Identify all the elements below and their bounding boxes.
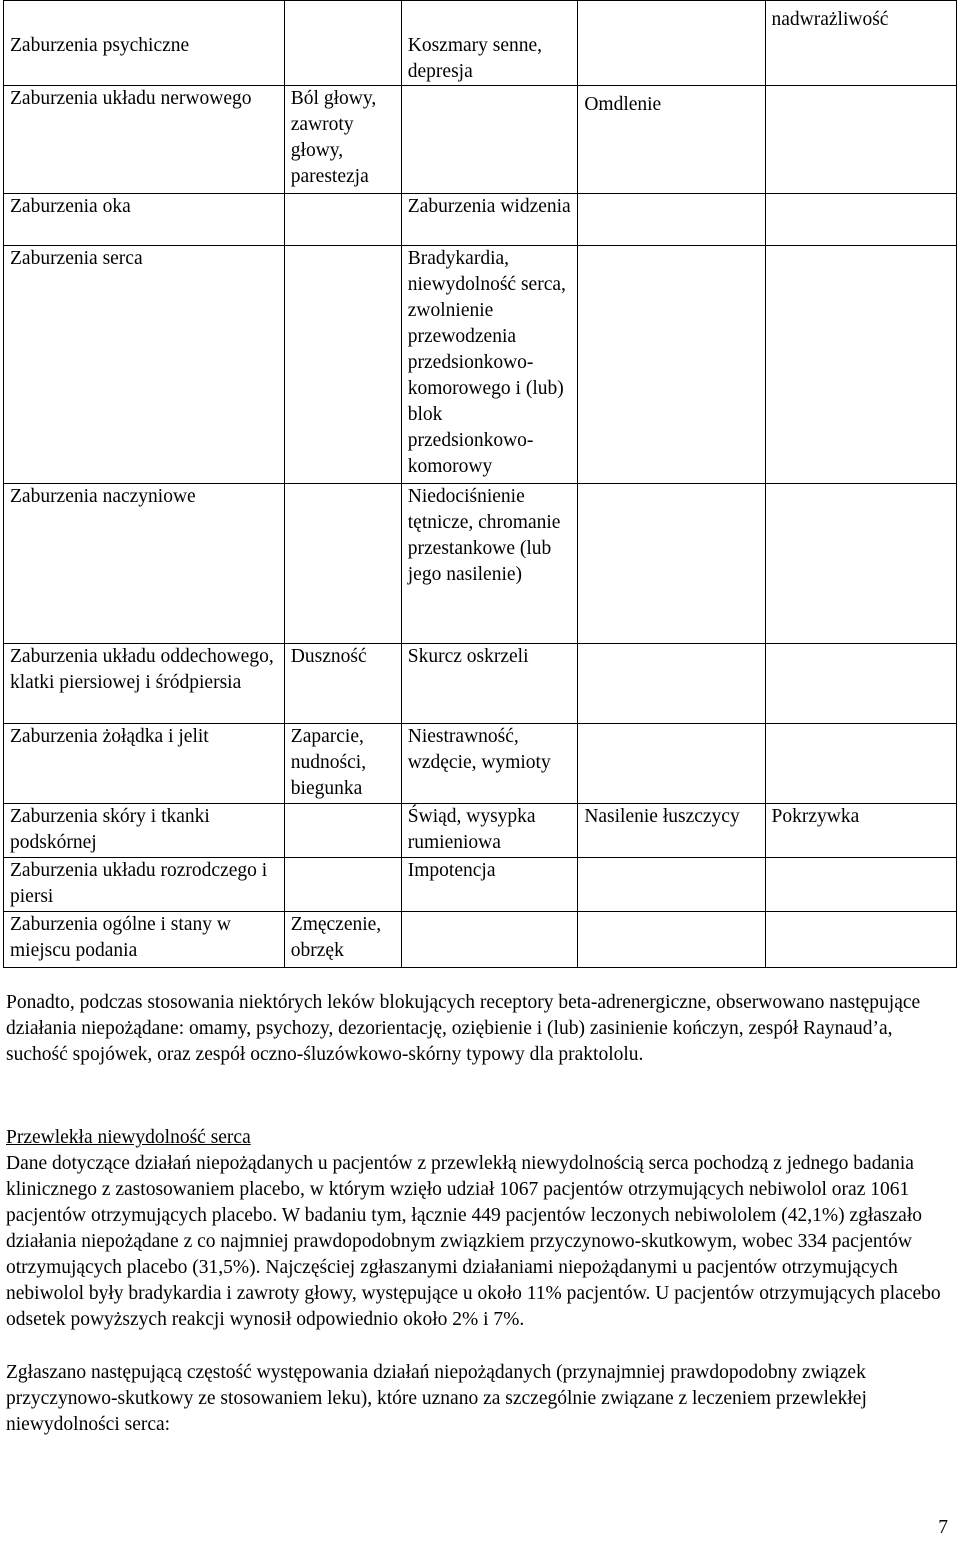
table-cell <box>578 912 765 968</box>
table-cell <box>578 246 765 484</box>
table-cell: Zaburzenia naczyniowe <box>4 484 285 644</box>
table-cell <box>578 724 765 804</box>
table-cell <box>578 858 765 912</box>
table-cell: Zaburzenia układu nerwowego <box>4 86 285 194</box>
table-cell: Zaparcie, nudności, biegunka <box>284 724 401 804</box>
table-cell: Ból głowy, zawroty głowy, parestezja <box>284 86 401 194</box>
table-cell <box>401 912 578 968</box>
table-cell: Skurcz oskrzeli <box>401 644 578 724</box>
paragraph-frequency-intro: Zgłaszano następującą częstość występowania działań niepożądanych (przynajmniej prawdopodobny związek przyczynowo-skutkowy ze stosowaniem leku), które uznano za szczególnie związane z leczeniem przewlekłej niewydolności serca: <box>6 1362 867 1435</box>
table-cell <box>284 1 401 86</box>
table-row <box>4 484 957 644</box>
table-cell: Zaburzenia ogólne i stany w miejscu podania <box>4 912 285 968</box>
table-cell: Omdlenie <box>578 86 765 194</box>
table-cell: Zaburzenia układu rozrodczego i piersi <box>4 858 285 912</box>
table-cell: Zaburzenia widzenia <box>401 194 578 246</box>
table-row <box>4 644 957 724</box>
paragraph-heart-failure-study: Dane dotyczące działań niepożądanych u pacjentów z przewlekłą niewydolnością serca pochodzą z jednego badania klinicznego z zastosowaniem placebo, w którym wzięło udział 1067 pacjentów otrzymujących nebiwolol oraz 1061 pacjentów otrzymujących placebo. W badaniu tym, łącznie 449 pacjentów leczonych nebiwololem (42,1%) zgłaszało działania niepożądane z co najmniej prawdopodobnym związkiem przyczynowo-skutkowym, wobec 334 pacjentów otrzymujących placebo (31,5%). Najczęściej zgłaszanymi działaniami niepożądanymi u pacjentów otrzymujących nebiwolol były bradykardia i zawroty głowy, występujące u około 11% pacjentów. U pacjentów otrzymujących placebo odsetek powyższych reakcji wynosił odpowiednio około 2% i 7%. <box>6 1153 941 1330</box>
table-cell: Zaburzenia skóry i tkanki podskórnej <box>4 804 285 858</box>
table-cell: Zaburzenia oka <box>4 194 285 246</box>
paragraph-beta-blockers: Ponadto, podczas stosowania niektórych leków blokujących receptory beta-adrenergiczne, obserwowano następujące działania niepożądane: omamy, psychozy, dezorientację, oziębienie i (lub) zasinienie kończyn, zespół Raynaud’a, suchość spojówek, oraz zespół oczno-śluzówkowo-skórny typowy dla praktololu. <box>6 992 921 1065</box>
table-cell <box>765 644 957 724</box>
section-heading: Przewlekła niewydolność serca <box>6 1127 251 1148</box>
table-cell <box>578 484 765 644</box>
page-number: 7 <box>938 1517 948 1538</box>
table-cell: nadwrażliwość <box>765 1 957 86</box>
table-cell <box>578 644 765 724</box>
table-cell: Bradykardia, niewydolność serca, zwolnienie przewodzenia przedsionkowo-komorowego i (lub) blok przedsionkowo-komorowy <box>401 246 578 484</box>
table-cell <box>765 858 957 912</box>
table-cell <box>401 86 578 194</box>
table-cell <box>284 858 401 912</box>
table-cell: Zmęczenie, obrzęk <box>284 912 401 968</box>
table-cell: Nasilenie łuszczycy <box>578 804 765 858</box>
table-cell <box>284 246 401 484</box>
table-cell: Zaburzenia serca <box>4 246 285 484</box>
table-row <box>4 804 957 858</box>
table-row <box>4 86 957 194</box>
table-cell <box>765 246 957 484</box>
table-cell <box>765 724 957 804</box>
table-cell <box>765 484 957 644</box>
table-row <box>4 194 957 246</box>
table-cell <box>578 194 765 246</box>
table-cell <box>765 194 957 246</box>
table-cell <box>765 912 957 968</box>
table-cell <box>284 804 401 858</box>
table-cell: Pokrzywka <box>765 804 957 858</box>
table-cell: Duszność <box>284 644 401 724</box>
table-row <box>4 912 957 968</box>
table-cell <box>284 484 401 644</box>
table-cell: Świąd, wysypka rumieniowa <box>401 804 578 858</box>
table-cell: Zaburzenia żołądka i jelit <box>4 724 285 804</box>
table-cell: Zaburzenia układu oddechowego, klatki piersiowej i śródpiersia <box>4 644 285 724</box>
table-row <box>4 1 957 86</box>
table-cell <box>284 194 401 246</box>
table-row <box>4 724 957 804</box>
adverse-effects-table <box>3 0 957 968</box>
table-cell <box>765 86 957 194</box>
table-cell: Impotencja <box>401 858 578 912</box>
table-cell: Niestrawność, wzdęcie, wymioty <box>401 724 578 804</box>
table-row <box>4 246 957 484</box>
table-cell: Zaburzenia psychiczne <box>4 1 285 86</box>
table-row <box>4 858 957 912</box>
table-cell: Koszmary senne, depresja <box>401 1 578 86</box>
table-cell <box>578 1 765 86</box>
table-cell: Niedociśnienie tętnicze, chromanie przestankowe (lub jego nasilenie) <box>401 484 578 644</box>
